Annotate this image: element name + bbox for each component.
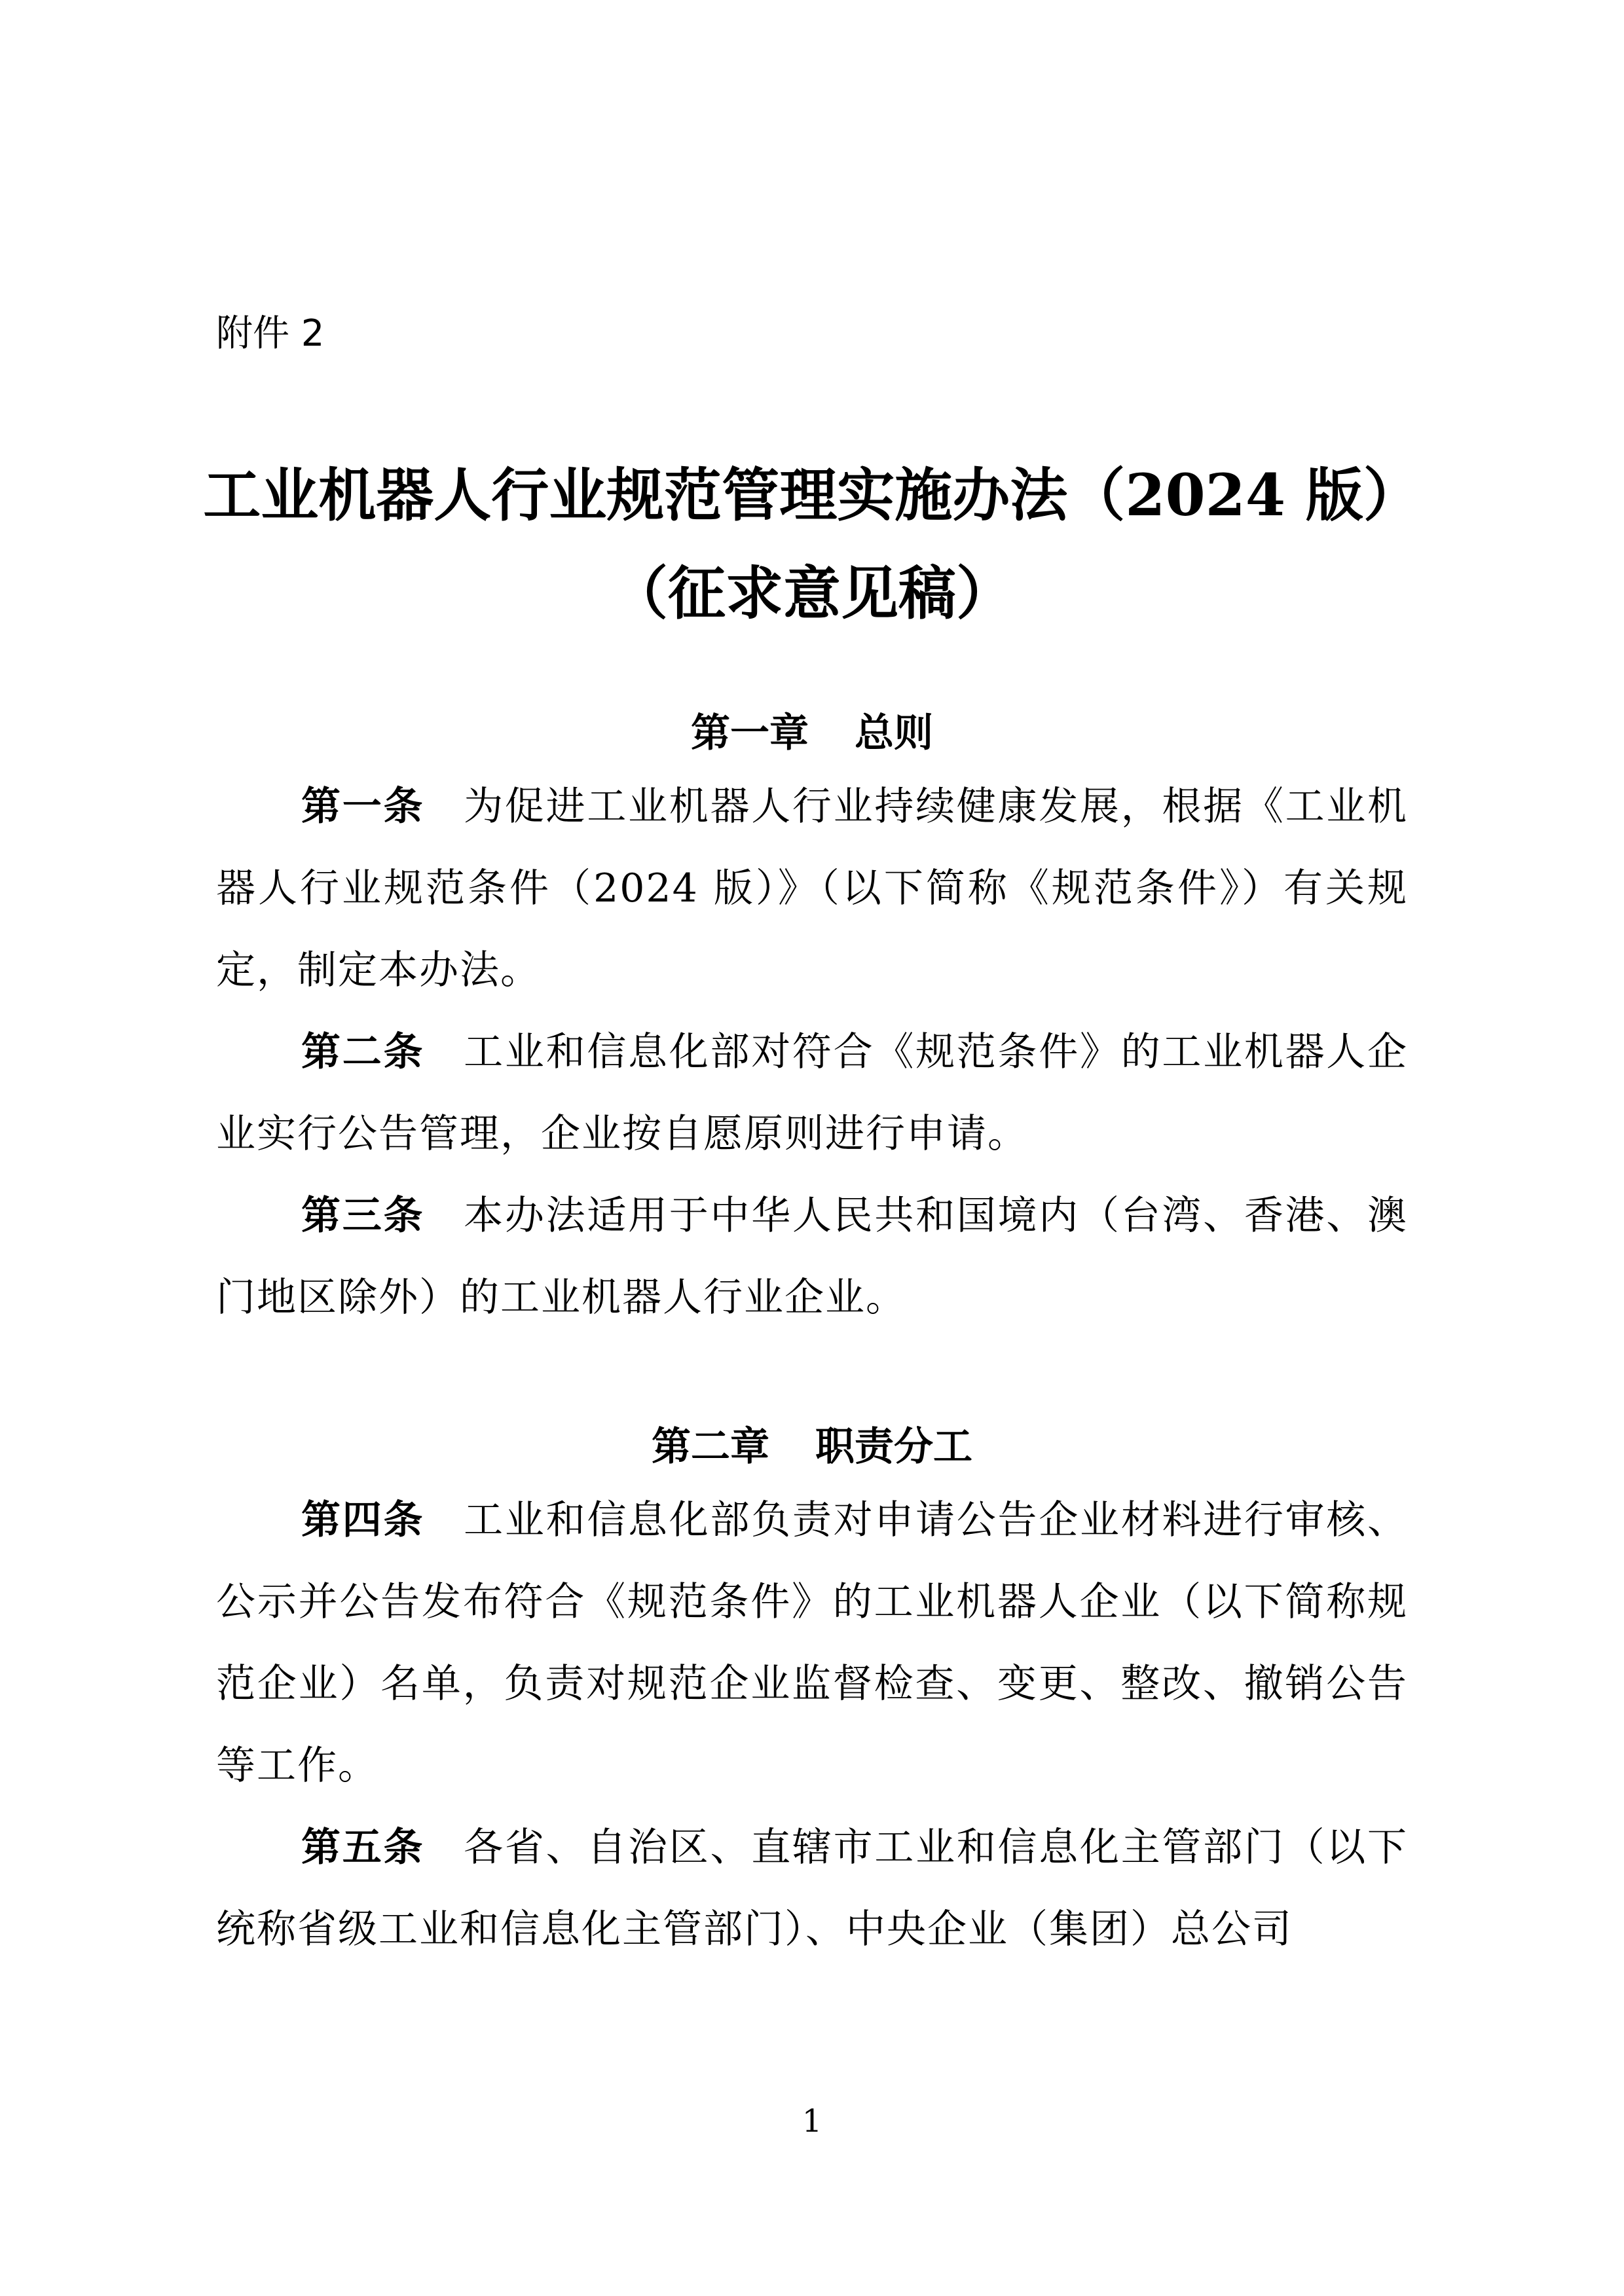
article-5	[216, 1807, 1408, 1971]
document-subtitle: （征求意见稿）	[610, 559, 1014, 627]
article-number: 第二条	[301, 1029, 425, 1075]
chapter-name: 职责分工	[815, 1424, 972, 1470]
article-text: 本办法适用于中华人民共和国境内（台湾、香港、澳门地区除外）的工业机器人行业企业。	[216, 1193, 1409, 1321]
chapter-heading-1	[0, 707, 1624, 759]
attachment-label: 附件 2	[216, 312, 325, 355]
chapter-number: 第二章	[652, 1424, 769, 1470]
article-text: 工业和信息化部对符合《规范条件》的工业机器人企业实行公告管理，企业按自愿原则进行申请。	[216, 1029, 1409, 1157]
chapter-heading-2	[0, 1421, 1624, 1473]
article-text: 为促进工业机器人行业持续健康发展，根据《工业机器人行业规范条件（2024 版）》（以下简称《规范条件》）有关规定，制定本办法。	[216, 784, 1409, 993]
page-number: 1	[802, 2103, 822, 2140]
article-number: 第一条	[301, 784, 425, 829]
article-3	[216, 1175, 1408, 1339]
article-number: 第五条	[301, 1825, 425, 1870]
article-text: 各省、自治区、直辖市工业和信息化主管部门（以下统称省级工业和信息化主管部门）、中央企业（集团）总公司	[216, 1825, 1409, 1952]
article-text: 工业和信息化部负责对申请公告企业材料进行审核、公示并公告发布符合《规范条件》的工业机器人企业（以下简称规范企业）名单，负责对规范企业监督检查、变更、整改、撤销公告等工作。	[216, 1497, 1409, 1789]
article-4	[216, 1480, 1408, 1807]
article-number: 第三条	[301, 1193, 425, 1239]
chapter-number: 第一章	[691, 710, 809, 756]
document-title: 工业机器人行业规范管理实施办法（2024 版）	[203, 461, 1421, 529]
chapter-name: 总则	[855, 710, 933, 756]
article-1	[216, 766, 1408, 1011]
article-2	[216, 1011, 1408, 1175]
article-number: 第四条	[301, 1497, 425, 1543]
